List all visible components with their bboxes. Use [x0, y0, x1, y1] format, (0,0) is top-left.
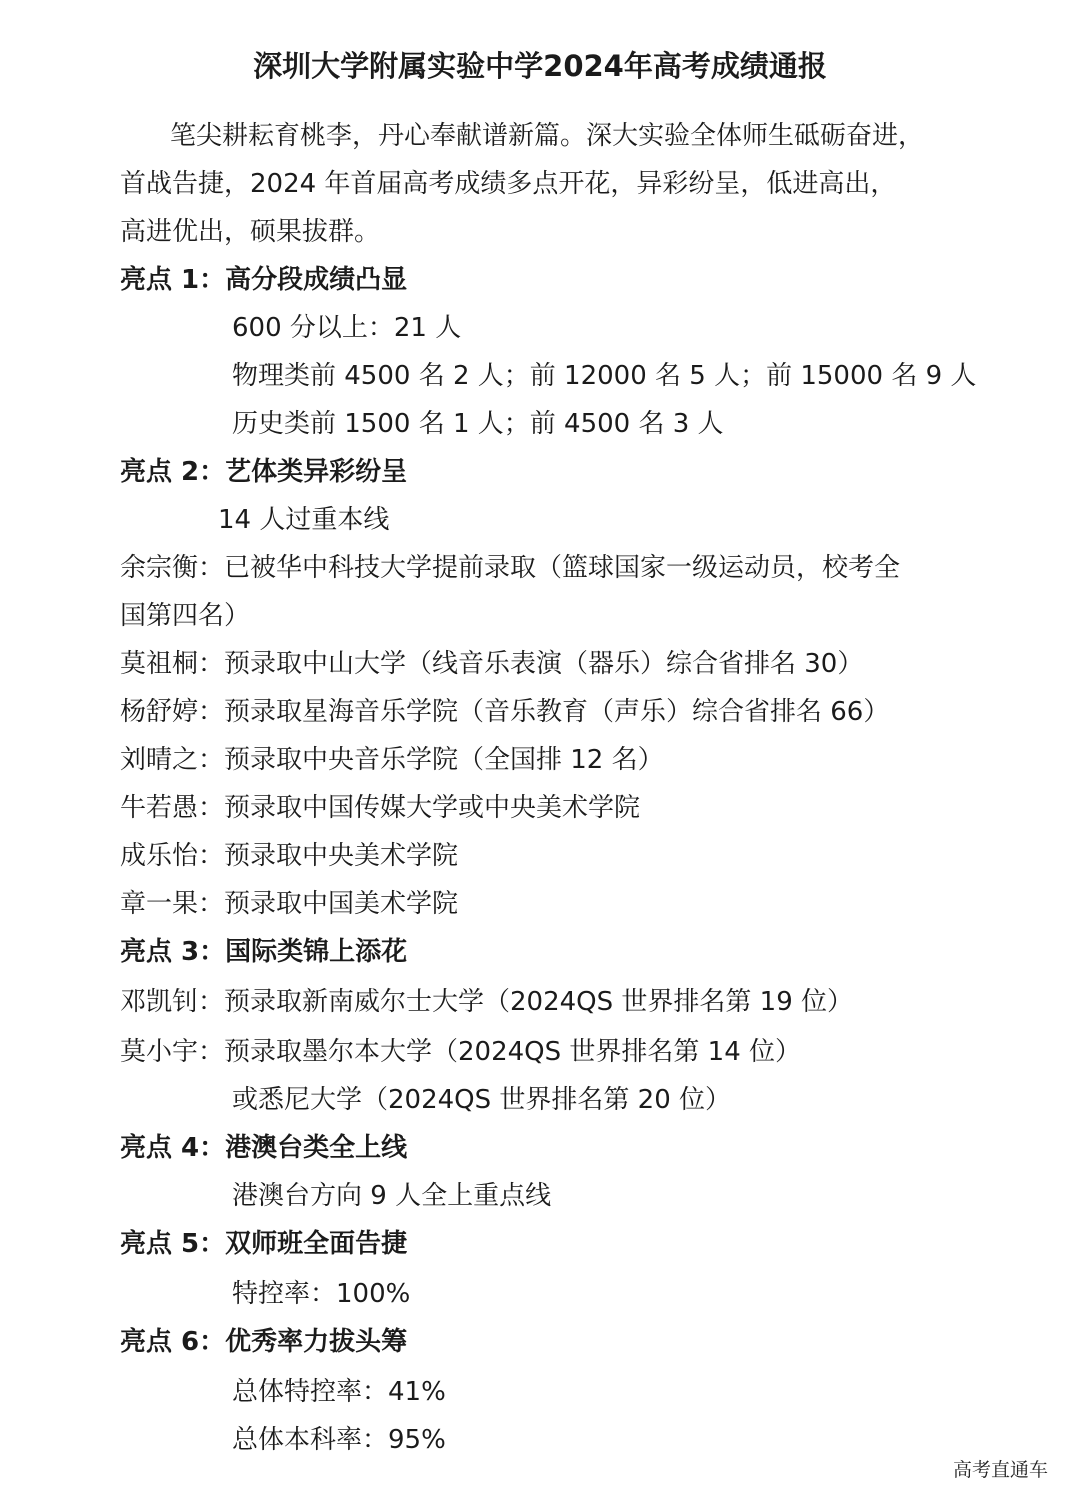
highlight-2-entry: 余宗衡：已被华中科技大学提前录取（篮球国家一级运动员，校考全 — [120, 553, 901, 583]
highlight-4-line: 港澳台方向 9 人全上重点线 — [232, 1181, 552, 1211]
highlight-6-line: 总体本科率：95% — [232, 1425, 446, 1455]
highlight-2-entry: 国第四名） — [120, 601, 251, 631]
highlight-2-heading: 亮点 2：艺体类异彩纷呈 — [120, 457, 408, 487]
highlight-3-line: 或悉尼大学（2024QS 世界排名第 20 位） — [232, 1085, 732, 1115]
intro-line-3: 高进优出，硕果拔群。 — [120, 217, 381, 247]
highlight-5-line: 特控率：100% — [232, 1279, 411, 1309]
highlight-3-line: 莫小宇：预录取墨尔本大学（2024QS 世界排名第 14 位） — [120, 1037, 802, 1067]
intro-line-2: 首战告捷，2024 年首届高考成绩多点开花，异彩纷呈，低进高出， — [120, 169, 897, 199]
highlight-5-heading: 亮点 5：双师班全面告捷 — [120, 1229, 408, 1259]
highlight-6-line: 总体特控率：41% — [232, 1377, 446, 1407]
highlight-2-entry: 莫祖桐：预录取中山大学（线音乐表演（器乐）综合省排名 30） — [120, 649, 864, 679]
highlight-1-line-1: 600 分以上：21 人 — [232, 313, 462, 343]
watermark-text: 高考直通车 — [952, 1459, 1048, 1481]
highlight-2-entry: 牛若愚：预录取中国传媒大学或中央美术学院 — [120, 793, 641, 823]
highlight-4-heading: 亮点 4：港澳台类全上线 — [120, 1133, 408, 1163]
highlight-2-entry: 成乐怡：预录取中央美术学院 — [120, 841, 459, 871]
highlight-2-entry: 章一果：预录取中国美术学院 — [120, 889, 459, 919]
intro-line-1: 笔尖耕耘育桃李，丹心奉献谱新篇。深大实验全体师生砥砺奋进， — [170, 121, 925, 151]
highlight-1-line-3: 历史类前 1500 名 1 人；前 4500 名 3 人 — [232, 409, 724, 439]
highlight-1-heading: 亮点 1：高分段成绩凸显 — [120, 265, 408, 295]
highlight-2-entry: 杨舒婷：预录取星海音乐学院（音乐教育（声乐）综合省排名 66） — [120, 697, 890, 727]
highlight-2-line: 14 人过重本线 — [218, 505, 390, 535]
highlight-3-heading: 亮点 3：国际类锦上添花 — [120, 937, 408, 967]
highlight-2-entry: 刘晴之：预录取中央音乐学院（全国排 12 名） — [120, 745, 664, 775]
highlight-6-heading: 亮点 6：优秀率力拔头筹 — [120, 1327, 408, 1357]
document-title: 深圳大学附属实验中学2024年高考成绩通报 — [253, 49, 827, 83]
highlight-1-line-2: 物理类前 4500 名 2 人；前 12000 名 5 人；前 15000 名 9 人 — [232, 361, 977, 391]
highlight-3-line: 邓凯钊：预录取新南威尔士大学（2024QS 世界排名第 19 位） — [120, 987, 854, 1017]
